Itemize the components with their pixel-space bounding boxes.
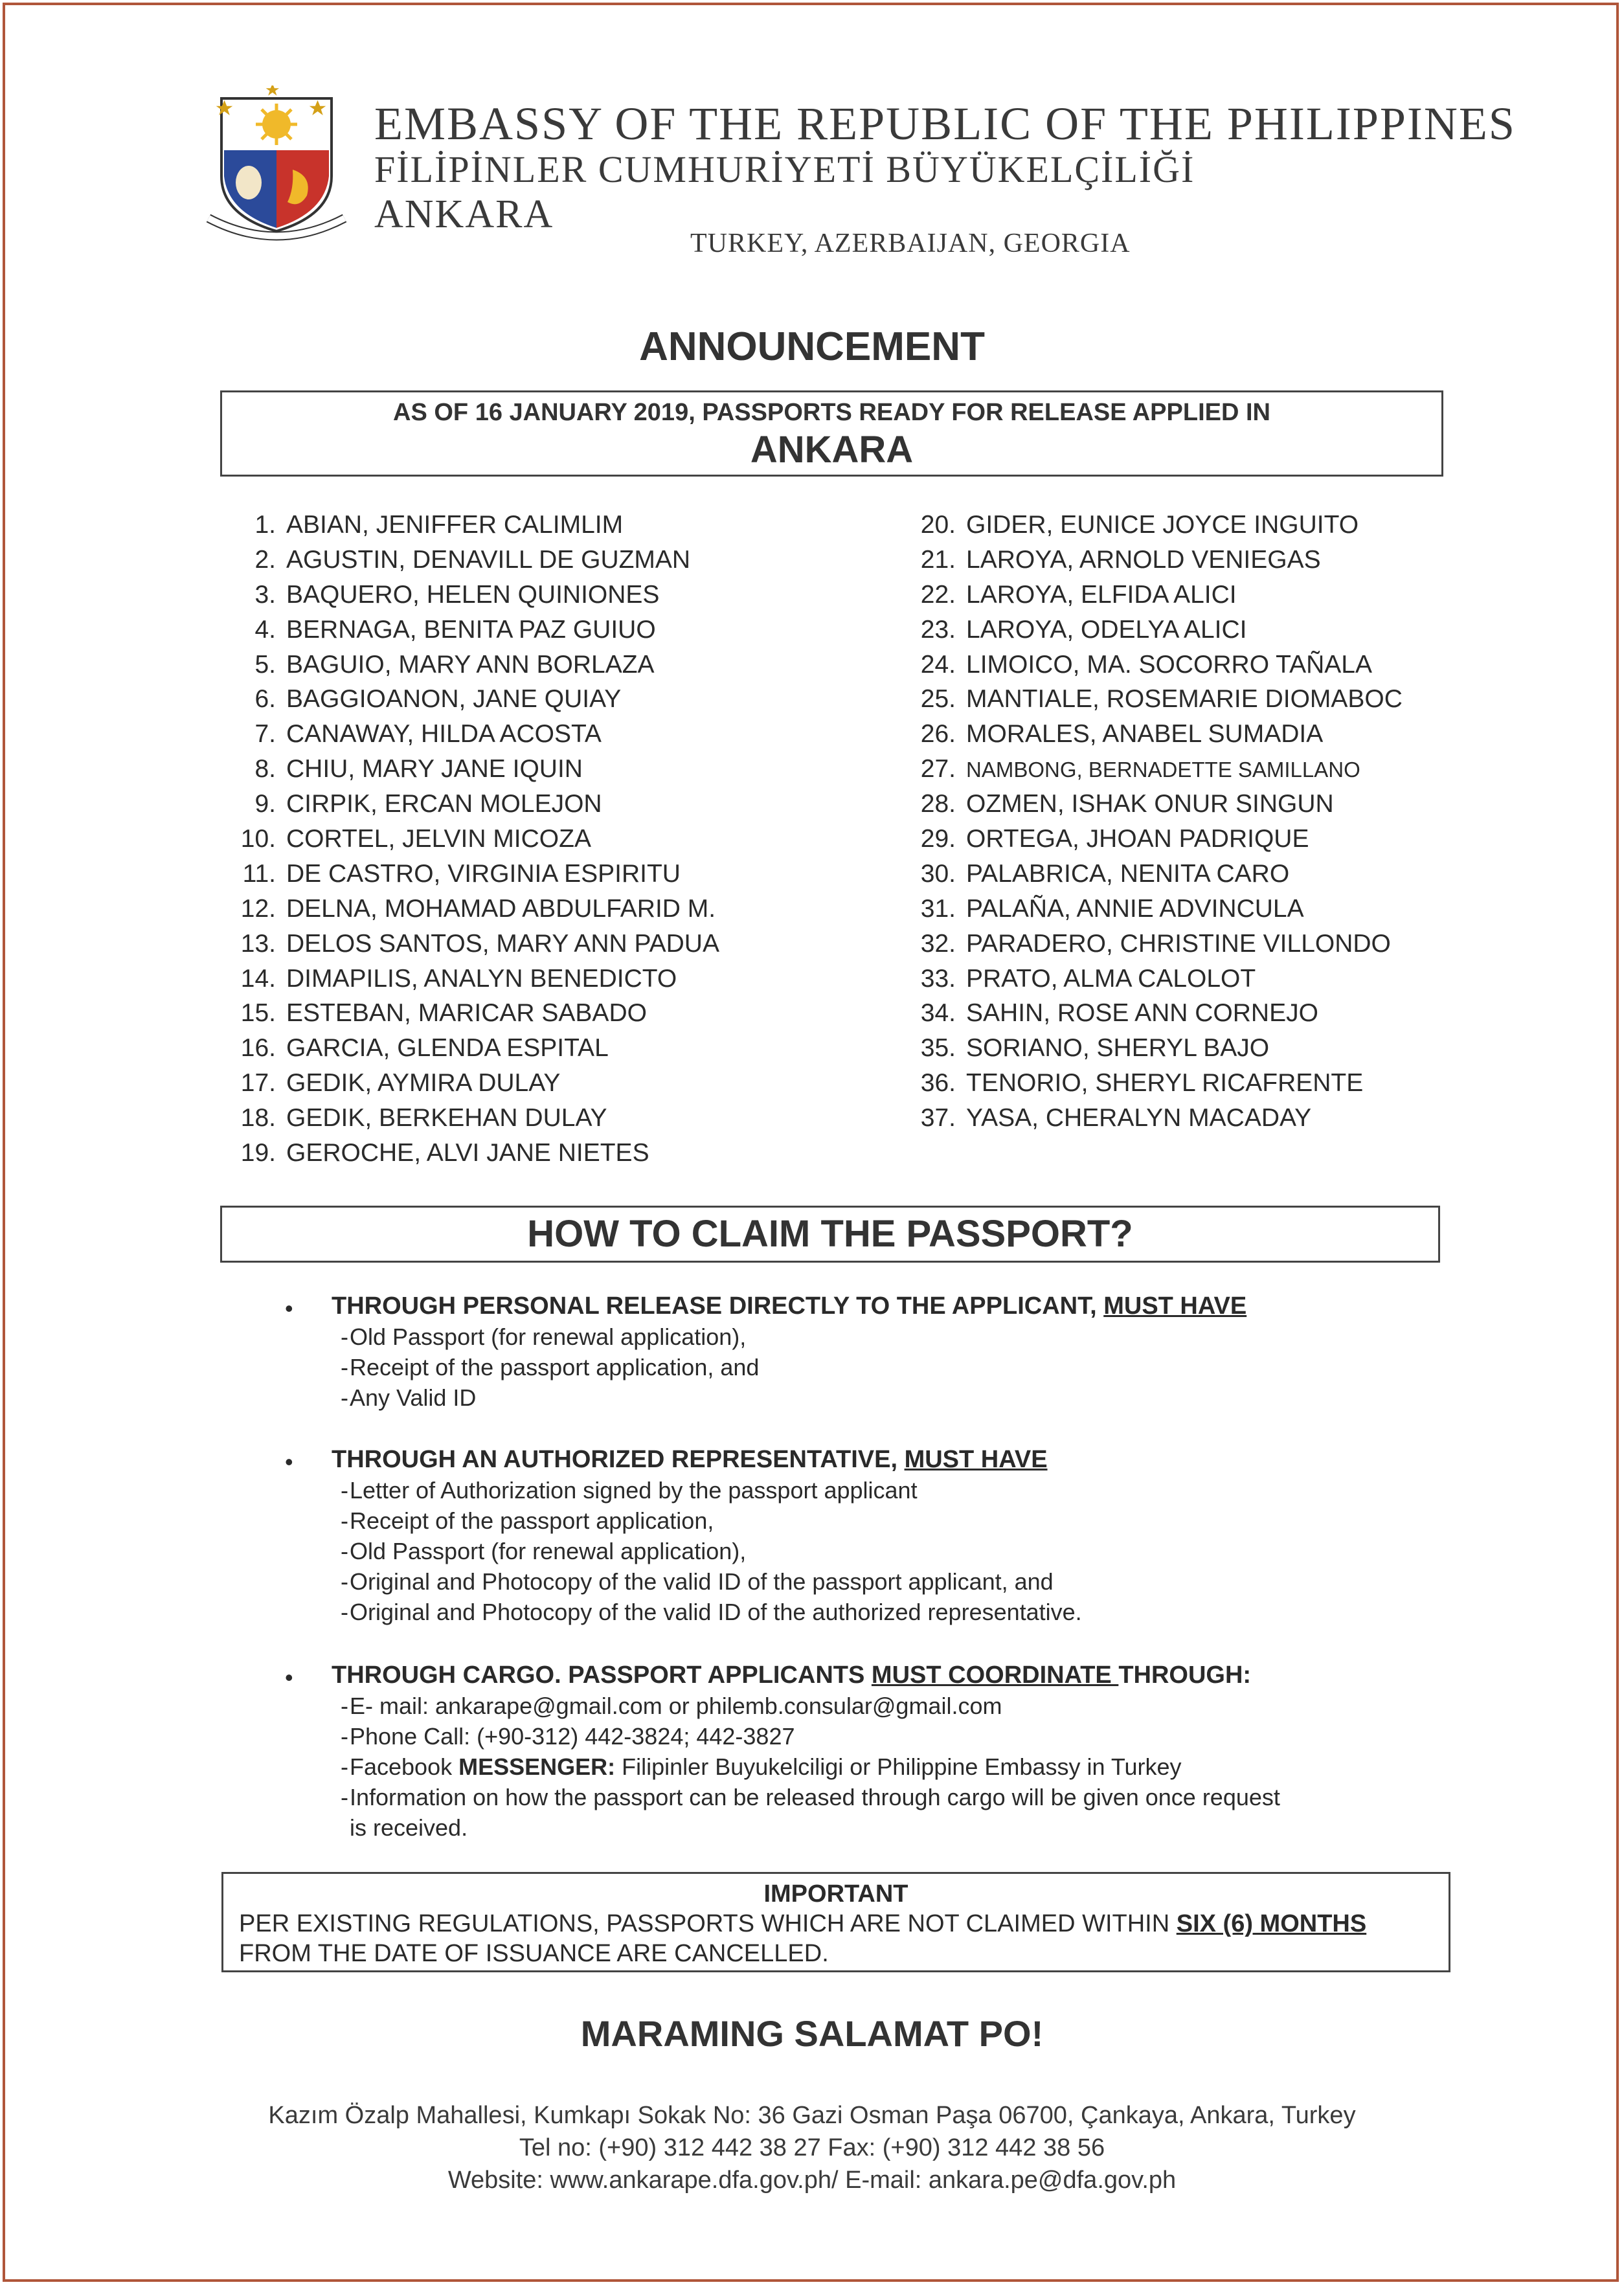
embassy-countries: TURKEY, AZERBAIJAN, GEORGIA — [690, 229, 1131, 258]
facebook-contact: -Facebook MESSENGER: Filipinler Buyukelciligi or Philippine Embassy in Turkey — [341, 1753, 1182, 1780]
list-item: 10. CORTEL, JELVIN MICOZA — [240, 825, 591, 853]
list-item: -Any Valid ID — [341, 1384, 477, 1411]
list-item: 16. GARCIA, GLENDA ESPITAL — [240, 1034, 609, 1063]
list-item: 36. TENORIO, SHERYL RICAFRENTE — [920, 1069, 1364, 1098]
names-list-right — [900, 508, 1403, 1136]
list-item: 11. DE CASTRO, VIRGINIA ESPIRITU — [242, 859, 681, 888]
claim-method-representative — [285, 1445, 1450, 1627]
important-line-1: PER EXISTING REGULATIONS, PASSPORTS WHICH ARE NOT CLAIMED WITHIN SIX (6) MONTHS — [239, 1910, 1367, 1937]
list-item: 21. LAROYA, ARNOLD VENIEGAS — [920, 545, 1321, 574]
list-item: 7. CANAWAY, HILDA ACOSTA — [254, 720, 602, 749]
list-item: 29. ORTEGA, JHOAN PADRIQUE — [920, 825, 1309, 853]
list-item: -Original and Photocopy of the valid ID of the authorized representative. — [341, 1599, 1082, 1625]
list-item: -Receipt of the passport application, — [341, 1507, 714, 1534]
bullet-icon: • — [285, 1448, 293, 1475]
list-item: 22. LAROYA, ELFIDA ALICI — [920, 580, 1237, 609]
list-item: 9. CIRPIK, ERCAN MOLEJON — [254, 790, 602, 818]
important-title: IMPORTANT — [763, 1880, 908, 1908]
list-item: -Letter of Authorization signed by the passport applicant — [341, 1477, 918, 1504]
list-item: 27. NAMBONG, BERNADETTE SAMILLANO — [920, 755, 1360, 783]
list-item: 19. GEROCHE, ALVI JANE NIETES — [240, 1139, 649, 1167]
list-item: 17. GEDIK, AYMIRA DULAY — [240, 1069, 561, 1098]
list-item: 3. BAQUERO, HELEN QUINIONES — [254, 580, 660, 609]
embassy-subtitle-turkish: FİLİPİNLER CUMHURİYETİ BÜYÜKELÇİLİĞİ — [374, 148, 1195, 190]
philippine-seal-icon — [202, 85, 351, 247]
list-item: 2. AGUSTIN, DENAVILL DE GUZMAN — [254, 545, 691, 574]
claim-method-personal — [285, 1291, 1450, 1413]
list-item: 31. PALAÑA, ANNIE ADVINCULA — [920, 894, 1304, 923]
list-item: 8. CHIU, MARY JANE IQUIN — [254, 755, 583, 783]
important-notice — [221, 1872, 1450, 1972]
list-item: 32. PARADERO, CHRISTINE VILLONDO — [920, 929, 1391, 958]
claim-method-cargo — [285, 1660, 1450, 1843]
list-item: 12. DELNA, MOHAMAD ABDULFARID M. — [240, 894, 716, 923]
phone-contact: -Phone Call: (+90-312) 442-3824; 442-3827 — [341, 1723, 795, 1750]
list-item: 37. YASA, CHERALYN MACADAY — [920, 1104, 1312, 1132]
footer-web: Website: www.ankarape.dfa.gov.ph/ E-mail: ankara.pe@dfa.gov.ph — [447, 2167, 1177, 2194]
list-item: 5. BAGUIO, MARY ANN BORLAZA — [254, 650, 655, 679]
list-item: 33. PRATO, ALMA CALOLOT — [920, 964, 1256, 993]
claim-method-heading: THROUGH PERSONAL RELEASE DIRECTLY TO THE APPLICANT, MUST HAVE — [332, 1292, 1247, 1320]
announcement-heading: ANNOUNCEMENT — [639, 324, 985, 369]
announcement-city: ANKARA — [750, 429, 914, 471]
footer — [0, 2099, 1624, 2196]
list-item: -Receipt of the passport application, and — [341, 1354, 760, 1380]
list-item: -Original and Photocopy of the valid ID of the passport applicant, and — [341, 1568, 1054, 1595]
important-line-2: FROM THE DATE OF ISSUANCE ARE CANCELLED. — [239, 1940, 829, 1967]
announcement-box — [220, 390, 1443, 477]
list-item: 20. GIDER, EUNICE JOYCE INGUITO — [920, 511, 1359, 539]
claim-heading: HOW TO CLAIM THE PASSPORT? — [220, 1206, 1440, 1263]
list-item: 35. SORIANO, SHERYL BAJO — [920, 1034, 1270, 1063]
list-item: 30. PALABRICA, NENITA CARO — [920, 859, 1290, 888]
claim-method-heading: THROUGH CARGO. PASSPORT APPLICANTS MUST COORDINATE THROUGH: — [332, 1662, 1252, 1689]
list-item: 13. DELOS SANTOS, MARY ANN PADUA — [240, 929, 719, 958]
list-item: 14. DIMAPILIS, ANALYN BENEDICTO — [240, 964, 677, 993]
claim-method-heading: THROUGH AN AUTHORIZED REPRESENTATIVE, MUST HAVE — [332, 1446, 1048, 1473]
list-item: -Old Passport (for renewal application), — [341, 1538, 747, 1564]
footer-address: Kazım Özalp Mahallesi, Kumkapı Sokak No: 36 Gazi Osman Paşa 06700, Çankaya, Ankara, Turkey — [268, 2102, 1356, 2129]
list-item: 18. GEDIK, BERKEHAN DULAY — [240, 1104, 607, 1132]
list-item: 24. LIMOICO, MA. SOCORRO TAÑALA — [920, 650, 1372, 679]
contact-list — [341, 1691, 1450, 1843]
list-item: 26. MORALES, ANABEL SUMADIA — [920, 720, 1324, 749]
list-item: 28. OZMEN, ISHAK ONUR SINGUN — [920, 790, 1334, 818]
bullet-icon: • — [285, 1664, 293, 1691]
embassy-title: EMBASSY OF THE REPUBLIC OF THE PHILIPPINES — [374, 98, 1516, 150]
email-contact: -E- mail: ankarape@gmail.com or philemb.consular@gmail.com — [341, 1693, 1002, 1719]
cargo-info: -Information on how the passport can be released through cargo will be given once request is received. — [341, 1784, 1280, 1841]
list-item: 4. BERNAGA, BENITA PAZ GUIUO — [254, 615, 656, 644]
list-item: 15. ESTEBAN, MARICAR SABADO — [240, 999, 647, 1028]
list-item: 25. MANTIALE, ROSEMARIE DIOMABOC — [920, 685, 1403, 714]
list-item: 23. LAROYA, ODELYA ALICI — [920, 615, 1247, 644]
requirements-list — [341, 1322, 1450, 1413]
names-list-left — [220, 508, 719, 1171]
announcement-date-line: AS OF 16 JANUARY 2019, PASSPORTS READY FOR RELEASE APPLIED IN — [393, 399, 1270, 426]
list-item: 6. BAGGIOANON, JANE QUIAY — [254, 685, 622, 714]
list-item: 34. SAHIN, ROSE ANN CORNEJO — [920, 999, 1318, 1028]
bullet-icon: • — [285, 1295, 293, 1322]
embassy-city: ANKARA — [374, 192, 554, 236]
thanks-message: MARAMING SALAMAT PO! — [580, 2013, 1044, 2054]
list-item: 1. ABIAN, JENIFFER CALIMLIM — [254, 511, 624, 539]
footer-tel: Tel no: (+90) 312 442 38 27 Fax: (+90) 312 442 38 56 — [519, 2134, 1105, 2161]
list-item: -Old Passport (for renewal application), — [341, 1324, 747, 1350]
requirements-list — [341, 1475, 1450, 1627]
